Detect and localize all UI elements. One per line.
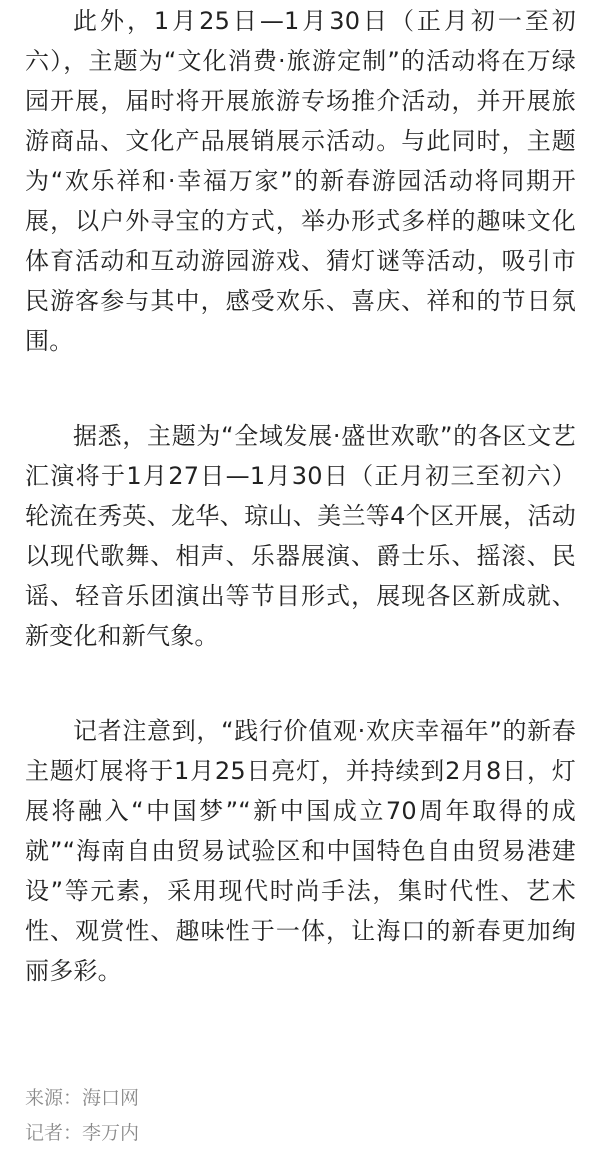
article-body <box>0 1 600 1146</box>
article-paragraph-2: 据悉，主题为“全域发展·盛世欢歌”的各区文艺汇演将于1月27日—1月30日（正月初三至初六）轮流在秀英、龙华、琼山、美兰等4个区开展，活动以现代歌舞、相声、乐器展演、爵士乐、摇滚、民谣、轻音乐团演出等节目形式，展现各区新成就、新变化和新气象。 <box>25 422 576 650</box>
article-paragraph-1: 此外，1月25日—1月30日（正月初一至初六），主题为“文化消费·旅游定制”的活动将在万绿园开展，届时将开展旅游专场推介活动，并开展旅游商品、文化产品展销展示活动。与此同时，主题为“欢乐祥和·幸福万家”的新春游园活动将同期开展，以户外寻宝的方式，举办形式多样的趣味文化体育活动和互动游园游戏、猜灯谜等活动，吸引市民游客参与其中，感受欢乐、喜庆、祥和的节日氛围。 <box>25 7 576 355</box>
reporter-line: 记者：李万内 <box>25 1122 140 1144</box>
article-meta <box>25 1085 576 1146</box>
source-line: 来源：海口网 <box>25 1087 140 1109</box>
article-paragraph-3: 记者注意到，“践行价值观·欢庆幸福年”的新春主题灯展将于1月25日亮灯，并持续到2月8日，灯展将融入“中国梦”“新中国成立70周年取得的成就”“海南自由贸易试验区和中国特色自由贸易港建设”等元素，采用现代时尚手法，集时代性、艺术性、观赏性、趣味性于一体，让海口的新春更加绚丽多彩。 <box>25 717 576 985</box>
